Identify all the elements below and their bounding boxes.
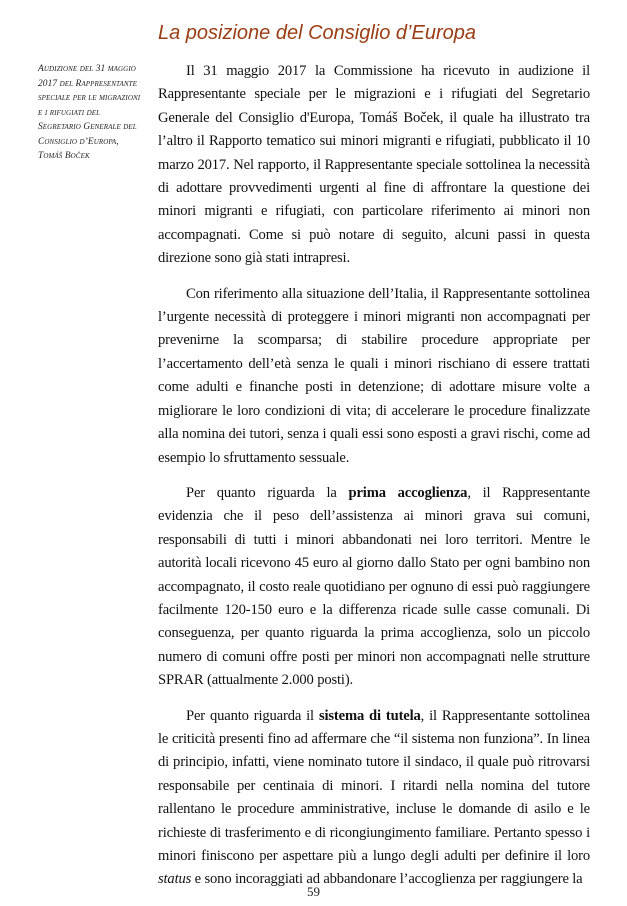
paragraph-2: Con riferimento alla situazione dell’Italia, il Rappresentante sottolinea l’urgente necessità di proteggere i minori migranti non accompagnati per prevenirne la scomparsa; di stabilire procedure appropriate per l’accertamento dell’età senza le quali i minori rischiano di essere trattati come adulti e finanche posti in detenzione; di adottare misure volte a migliorare le loro condizioni di vita; di accelerare le procedure finalizzate alla nomina dei tutori, senza i quali essi sono esposti a gravi rischi, come ad esempio lo sfruttamento sessuale. <box>158 285 590 466</box>
page-number: 59 <box>307 884 320 899</box>
paragraph-3-text-start: Per quanto riguarda la <box>186 484 349 501</box>
paragraph-4-text-start: Per quanto riguarda il <box>186 707 319 724</box>
paragraph-4-text-middle: , il Rappresentante sottolinea le criticità presenti fino ad affermare che “il sistema non funziona”. In linea di principio, infatti, viene nominato tutore il sindaco, il quale può ritrovarsi responsabile per centinaia di minori. I ritardi nella nomina del tutore rallentano le procedure amministrative, incluse le domande di asilo e le richieste di trasferimento e di ricongiungimento familiare. Pertanto spesso i minori finiscono per aspettare più a lungo degli adulti per definire il loro <box>158 707 590 864</box>
margin-note: Audizione del 31 maggio 2017 del Rappresentante speciale per le migrazioni e i rifugiati del Segretario Generale del Consiglio d’Europa, Tomáš Boček <box>38 64 141 161</box>
paragraph-3-text-end: , il Rappresentante evidenzia che il peso dell’assistenza ai minori grava sui comuni, responsabili di tutti i minori abbandonati nei loro territori. Mentre le autorità locali ricevono 45 euro al giorno dallo Stato per ogni bambino non accompagnato, il costo reale quotidiano per ognuno di essi può raggiungere facilmente 120-150 euro e la differenza ricade sulle casse comunali. Di conseguenza, per quanto riguarda la prima accoglienza, solo un piccolo numero di comuni offre posti per minori non accompagnati nelle strutture SPRAR (attualmente 2.000 posti). <box>158 484 590 689</box>
paragraph-1: Il 31 maggio 2017 la Commissione ha ricevuto in audizione il Rappresentante speciale per le migrazioni e i rifugiati del Segretario Generale del Consiglio d'Europa, Tomáš Boček, il quale ha illustrato tra l’altro il Rapporto tematico sui minori migranti e rifugiati, pubblicato il 10 marzo 2017. Nel rapporto, il Rappresentante speciale sottolinea la necessità di adottare provvedimenti urgenti al fine di affrontare la questione dei minori migranti e rifugiati, con particolare riferimento ai minori non accompagnati. Come si può notare di seguito, alcuni passi in questa direzione sono già stati intrapresi. <box>158 63 590 267</box>
paragraph-3-bold-term: prima accoglienza <box>348 484 468 501</box>
paragraph-4-text-end: e sono incoraggiati ad abbandonare l’accoglienza per raggiungere la <box>191 871 583 888</box>
paragraph-3 <box>158 482 590 693</box>
paragraph-4 <box>158 705 590 892</box>
body-text <box>158 60 590 904</box>
page-heading: La posizione del Consiglio d’Europa <box>158 22 476 44</box>
paragraph-4-bold-term: sistema di tutela <box>318 707 421 724</box>
paragraph-4-italic-term: status <box>158 871 192 888</box>
